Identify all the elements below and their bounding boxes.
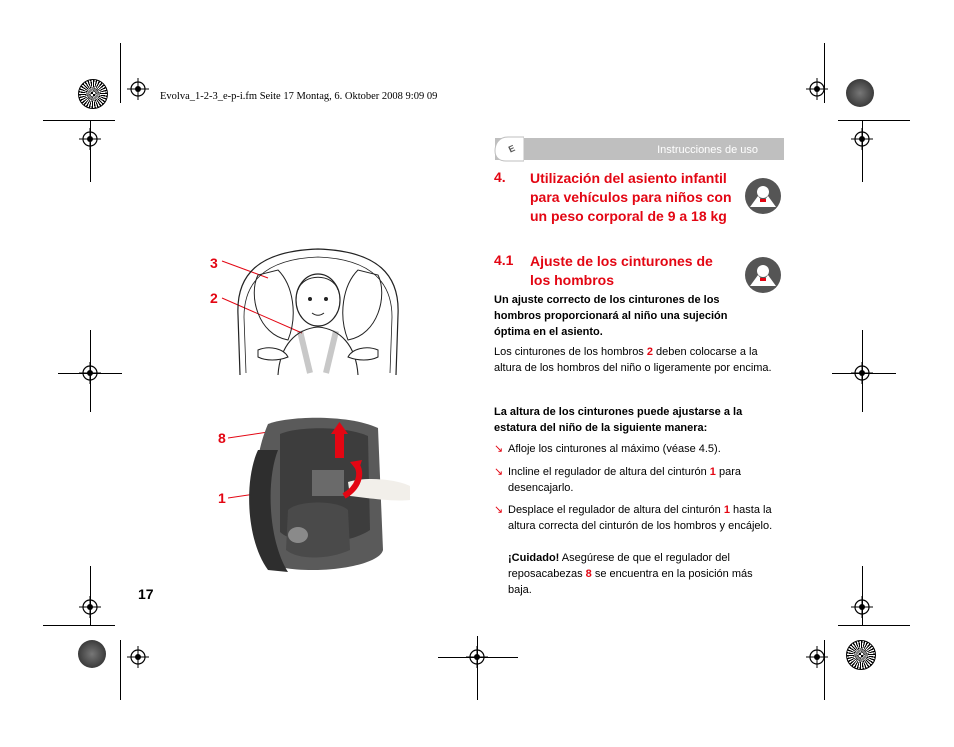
ref-number: 2	[646, 346, 653, 358]
figure-label-1: 1	[218, 490, 226, 506]
registration-mark-icon	[851, 128, 873, 150]
section-4-title: Utilización del asiento infantil para vehículos para niños con un peso corporal de 9 a 18 kg	[530, 170, 732, 224]
registration-mark-icon	[127, 646, 149, 668]
child-seat-drawing	[218, 245, 418, 380]
language-badge-label: E	[506, 142, 517, 155]
step-3: ↘ Desplace el regulador de altura del cinturón 1 hasta la altura correcta del cinturón de los hombros y encájelo.	[494, 504, 773, 532]
page-number: 17	[138, 586, 154, 602]
section-41-title: Ajuste de los cinturones de los hombros	[530, 253, 713, 288]
color-dial-icon	[846, 640, 876, 670]
seat-photo	[228, 410, 410, 582]
child-seat-icon	[744, 256, 782, 294]
arrow-bullet-icon: ↘	[494, 466, 504, 478]
file-header: Evolva_1-2-3_e-p-i.fm Seite 17 Montag, 6. Oktober 2008 9:09 09	[160, 91, 438, 102]
figure-label-2: 2	[210, 290, 218, 306]
ref-number: 8	[585, 568, 592, 580]
registration-mark-icon	[466, 646, 488, 668]
registration-mark-icon	[806, 646, 828, 668]
child-seat-icon	[744, 177, 782, 215]
shoulder-belt-paragraph: Los cinturones de los hombros 2 deben colocarse a la altura de los hombros del niño o ligeramente por encima.	[494, 346, 772, 374]
ref-number: 1	[709, 466, 716, 478]
gray-dial-icon	[846, 79, 874, 107]
intro-paragraph: Un ajuste correcto de los cinturones de los hombros proporcionará al niño una sujeción óptima en el asiento.	[494, 294, 728, 338]
section-band-title: Instrucciones de uso	[657, 144, 758, 156]
section-41-number: 4.1	[494, 252, 514, 268]
section-4-number: 4.	[494, 169, 506, 185]
figure-label-3: 3	[210, 255, 218, 271]
registration-mark-icon	[79, 596, 101, 618]
color-dial-icon	[78, 79, 108, 109]
registration-mark-icon	[806, 78, 828, 100]
registration-mark-icon	[851, 596, 873, 618]
caution-note: ¡Cuidado! Asegúrese de que el regulador del reposacabezas 8 se encuentra en la posición más baja.	[508, 552, 753, 596]
gray-dial-icon	[78, 640, 106, 668]
ref-number: 1	[723, 504, 730, 516]
figure-label-8: 8	[218, 430, 226, 446]
arrow-bullet-icon: ↘	[494, 504, 504, 516]
registration-mark-icon	[79, 362, 101, 384]
step-2: ↘ Incline el regulador de altura del cinturón 1 para desencajarlo.	[494, 466, 741, 494]
arrow-bullet-icon: ↘	[494, 443, 504, 455]
height-adjust-heading: La altura de los cinturones puede ajustarse a la estatura del niño de la siguiente manera:	[494, 406, 743, 434]
caution-label: ¡Cuidado!	[508, 552, 560, 564]
step-1: ↘ Afloje los cinturones al máximo (véase 4.5).	[494, 443, 721, 455]
registration-mark-icon	[851, 362, 873, 384]
language-badge-icon	[494, 135, 524, 163]
registration-mark-icon	[127, 78, 149, 100]
registration-mark-icon	[79, 128, 101, 150]
